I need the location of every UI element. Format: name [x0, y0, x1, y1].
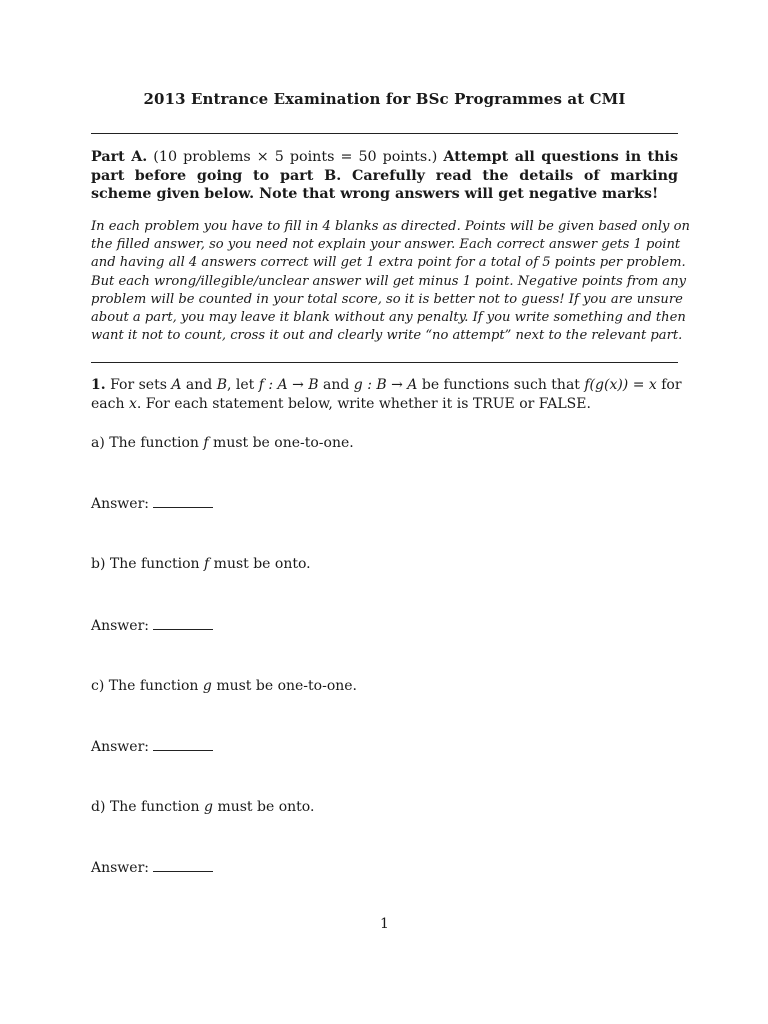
answer-blank-a[interactable] [153, 506, 213, 508]
part-a-directive-2: before going to part B. Carefully read the details of marking scheme given [91, 167, 679, 202]
page-number: 1 [380, 916, 389, 932]
part-a-header [91, 148, 678, 204]
part-a-directive-3: below. Note that wrong answers will get negative marks! [204, 186, 659, 202]
set-a-symbol: A [171, 377, 182, 393]
instruction-line: and having all 4 answers correct will get 1 extra point for a total of 5 points per problem. [91, 255, 686, 271]
composition-equation: f(g(x)) = x [584, 377, 657, 393]
variable-x: x [128, 396, 137, 412]
subquestion-text: must be one-to-one. [208, 435, 354, 451]
function-symbol: g [204, 799, 213, 815]
answer-blank-c[interactable] [153, 749, 213, 751]
instruction-line: want it not to count, cross it out and clearly write “no attempt” next to the relevant part. [91, 328, 683, 344]
answer-blank-b[interactable] [153, 628, 213, 630]
subquestion-b [91, 556, 311, 572]
set-b-symbol: B [216, 377, 227, 393]
answer-label: Answer: [91, 618, 149, 634]
problem-text: for [656, 377, 682, 393]
problem-number: 1. [91, 377, 106, 393]
problem-text: , let [226, 377, 259, 393]
subquestion-c [91, 678, 357, 694]
answer-blank-d[interactable] [153, 870, 213, 872]
function-symbol: f [203, 435, 209, 451]
answer-label: Answer: [91, 739, 149, 755]
bottom-divider [91, 362, 678, 363]
top-divider [91, 133, 678, 134]
function-symbol: g [202, 678, 212, 694]
instruction-line: the filled answer, so you need not explain your answer. Each correct answer gets 1 point [91, 237, 681, 253]
answer-a [91, 496, 213, 512]
instruction-line: about a part, you may leave it blank without any penalty. If you write something and then [91, 310, 686, 326]
subquestion-text: b) The function [91, 556, 205, 572]
answer-label: Answer: [91, 496, 149, 512]
function-f-declaration: f : A → B [258, 377, 319, 393]
page-title: 2013 Entrance Examination for BSc Programmes at CMI [143, 90, 626, 108]
subquestion-text: d) The function [91, 799, 205, 815]
answer-d [91, 860, 213, 876]
part-a-directive-1: Attempt all questions in this part [91, 149, 679, 184]
marking-instructions [91, 218, 690, 345]
problem-1-line-1 [91, 376, 682, 395]
instruction-line: But each wrong/illegible/unclear answer will get minus 1 point. Negative points from any [91, 273, 687, 289]
problem-text: and [318, 377, 354, 393]
part-a-scoring: (10 problems × 5 points = 50 points.) [153, 149, 438, 165]
instruction-line: problem will be counted in your total score, so it is better not to guess! If you are unsure [91, 291, 683, 307]
problem-1-statement [91, 376, 682, 414]
problem-text: be functions such that [417, 377, 585, 393]
subquestion-a [91, 435, 354, 451]
function-g-declaration: g : B → A [353, 377, 418, 393]
problem-text: . For each statement below, write whether it is TRUE or FALSE. [136, 396, 591, 412]
subquestion-text: must be one-to-one. [211, 678, 358, 694]
subquestion-d [91, 799, 314, 815]
part-a-label: Part A. [91, 149, 148, 165]
problem-text: and [181, 377, 217, 393]
exam-page [91, 0, 690, 1024]
subquestion-text: must be onto. [209, 556, 311, 572]
problem-1-line-2 [91, 395, 678, 414]
subquestion-text: a) The function [91, 435, 204, 451]
answer-c [91, 739, 213, 755]
subquestion-text: must be onto. [213, 799, 315, 815]
problem-text: For sets [110, 377, 172, 393]
function-symbol: f [204, 556, 210, 572]
answer-b [91, 618, 213, 634]
instruction-line: In each problem you have to fill in 4 blanks as directed. Points will be given based only on [91, 219, 690, 234]
problem-text: each [91, 396, 129, 412]
subquestion-text: c) The function [91, 678, 203, 694]
answer-label: Answer: [91, 860, 149, 876]
